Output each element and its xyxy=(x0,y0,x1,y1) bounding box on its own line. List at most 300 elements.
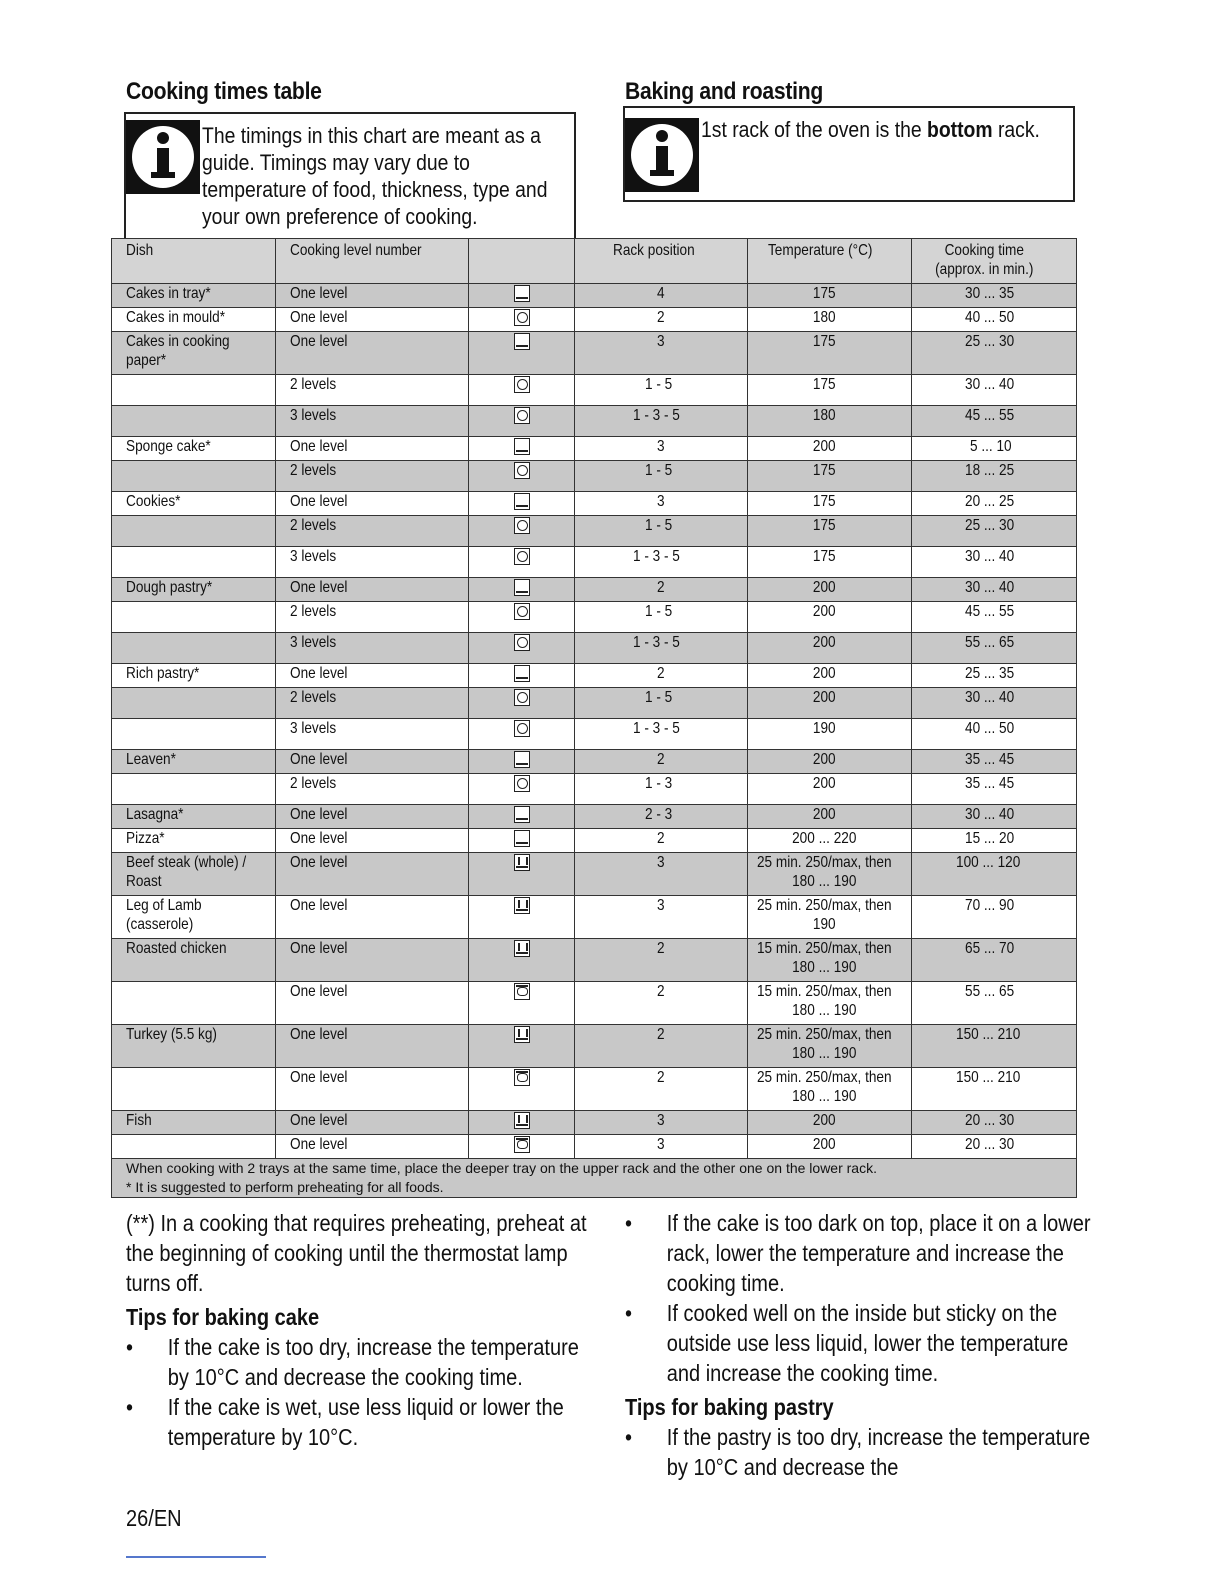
cell-level xyxy=(276,461,469,492)
cell-temperature-text: 200 xyxy=(812,1112,836,1129)
footnote-two-trays: When cooking with 2 trays at the same time, place the deeper tray on the upper rack and the other one on the lower rack. xyxy=(126,1160,877,1176)
cell-rack xyxy=(575,602,748,633)
cell-rack xyxy=(575,982,748,1025)
cell-rack-text: 2 xyxy=(656,1069,665,1086)
cell-level xyxy=(276,1025,469,1068)
cell-cooking-time-text: 150 ... 210 xyxy=(956,1026,1021,1043)
cell-cooking-time-text: 70 ... 90 xyxy=(965,897,1015,914)
cell-icon xyxy=(469,633,575,664)
cell-level xyxy=(276,406,469,437)
cell-dish xyxy=(112,578,276,602)
cell-temperature-text: 200 xyxy=(812,1136,836,1153)
cell-rack xyxy=(575,284,748,308)
cell-level-text: One level xyxy=(290,309,348,326)
cell-cooking-time-text: 40 ... 50 xyxy=(965,309,1015,326)
fan-grill-icon xyxy=(514,1069,530,1086)
cell-dish-text: Cookies* xyxy=(126,493,181,510)
cell-dish xyxy=(112,308,276,332)
cooking-times-table xyxy=(111,238,1077,1198)
cell-temperature xyxy=(748,774,912,805)
cell-rack-text: 1 - 3 - 5 xyxy=(633,720,681,737)
fan-heating-icon xyxy=(514,720,530,737)
fan-heating-icon xyxy=(514,548,530,565)
cell-cooking-time xyxy=(912,896,1077,939)
cell-temperature xyxy=(748,547,912,578)
cell-level-text: One level xyxy=(290,830,348,847)
cell-dish xyxy=(112,939,276,982)
cell-level xyxy=(276,688,469,719)
cell-icon xyxy=(469,719,575,750)
cell-cooking-time-text: 45 ... 55 xyxy=(965,407,1015,424)
fan-heating-icon xyxy=(514,775,530,792)
cell-level xyxy=(276,750,469,774)
cell-cooking-time xyxy=(912,633,1077,664)
cell-rack-text: 2 - 3 xyxy=(644,806,673,823)
cell-temperature-text: 200 xyxy=(812,775,836,792)
table-row xyxy=(112,805,1077,829)
cell-rack-text: 3 xyxy=(656,1136,665,1153)
cell-rack-text: 3 xyxy=(656,333,665,350)
cell-icon xyxy=(469,805,575,829)
cell-cooking-time xyxy=(912,547,1077,578)
info-icon xyxy=(126,120,200,194)
cell-temperature xyxy=(748,688,912,719)
table-row xyxy=(112,492,1077,516)
cell-temperature-text: 200 xyxy=(812,579,836,596)
cell-temperature xyxy=(748,375,912,406)
table-row xyxy=(112,406,1077,437)
cell-cooking-time xyxy=(912,578,1077,602)
cell-dish-text: Fish xyxy=(126,1112,152,1129)
cell-cooking-time xyxy=(912,284,1077,308)
cell-level xyxy=(276,664,469,688)
cell-rack xyxy=(575,461,748,492)
cell-rack xyxy=(575,547,748,578)
table-header-row xyxy=(112,239,1077,284)
cell-level xyxy=(276,939,469,982)
cell-level-text: One level xyxy=(290,493,348,510)
cell-dish xyxy=(112,284,276,308)
table-row xyxy=(112,547,1077,578)
cell-rack-text: 2 xyxy=(656,983,665,1000)
cell-temperature xyxy=(748,719,912,750)
cell-dish xyxy=(112,406,276,437)
info-icon xyxy=(625,118,699,192)
cell-rack-text: 3 xyxy=(656,438,665,455)
cell-level-text: One level xyxy=(290,1112,348,1129)
top-bottom-heat-icon xyxy=(514,333,530,350)
cell-dish xyxy=(112,719,276,750)
table-row xyxy=(112,461,1077,492)
cell-level xyxy=(276,602,469,633)
cell-level xyxy=(276,1111,469,1135)
cell-temperature-text: 25 min. 250/max, then 180 ... 190 xyxy=(756,1026,892,1062)
cell-icon xyxy=(469,308,575,332)
top-bottom-heat-icon xyxy=(514,438,530,455)
cell-rack-text: 2 xyxy=(656,665,665,682)
cell-cooking-time-text: 65 ... 70 xyxy=(965,940,1015,957)
cell-rack-text: 3 xyxy=(656,897,665,914)
cell-rack xyxy=(575,516,748,547)
cell-rack xyxy=(575,492,748,516)
cell-dish xyxy=(112,805,276,829)
table-row xyxy=(112,750,1077,774)
cell-cooking-time xyxy=(912,829,1077,853)
cell-rack-text: 3 xyxy=(656,854,665,871)
cell-rack-text: 2 xyxy=(656,940,665,957)
cell-icon xyxy=(469,688,575,719)
cell-cooking-time xyxy=(912,437,1077,461)
cell-temperature xyxy=(748,896,912,939)
cell-dish-text: Roasted chicken xyxy=(126,940,227,957)
table-row xyxy=(112,437,1077,461)
cell-level xyxy=(276,375,469,406)
table-row xyxy=(112,578,1077,602)
cake-tip-2: • If the cake is wet, use less liquid or lower the temperature by 10°C. xyxy=(126,1392,596,1452)
fan-heating-icon xyxy=(514,517,530,534)
cell-icon xyxy=(469,547,575,578)
footnote-preheating: * It is suggested to perform preheating for all foods. xyxy=(126,1179,444,1195)
cell-level-text: 2 levels xyxy=(290,775,337,792)
cell-cooking-time xyxy=(912,1111,1077,1135)
table-row xyxy=(112,602,1077,633)
cell-temperature xyxy=(748,1135,912,1159)
cell-dish xyxy=(112,332,276,375)
top-bottom-heat-icon xyxy=(514,285,530,302)
cell-dish xyxy=(112,602,276,633)
cell-cooking-time xyxy=(912,602,1077,633)
fan-heating-icon xyxy=(514,376,530,393)
cell-icon xyxy=(469,939,575,982)
cell-cooking-time xyxy=(912,719,1077,750)
cell-cooking-time-text: 30 ... 35 xyxy=(965,285,1015,302)
cell-cooking-time-text: 40 ... 50 xyxy=(965,720,1015,737)
cell-dish xyxy=(112,982,276,1025)
header-icon xyxy=(469,239,575,284)
cell-cooking-time xyxy=(912,461,1077,492)
cell-rack xyxy=(575,332,748,375)
cell-dish xyxy=(112,853,276,896)
cell-dish-text: Sponge cake* xyxy=(126,438,211,455)
cell-dish xyxy=(112,664,276,688)
cell-cooking-time xyxy=(912,1068,1077,1111)
cell-rack xyxy=(575,939,748,982)
table-row xyxy=(112,1025,1077,1068)
cell-cooking-time xyxy=(912,664,1077,688)
table-row xyxy=(112,1135,1077,1159)
cell-cooking-time-text: 45 ... 55 xyxy=(965,603,1015,620)
cell-level-text: One level xyxy=(290,1136,348,1153)
cell-rack xyxy=(575,1068,748,1111)
cell-dish xyxy=(112,375,276,406)
cell-cooking-time-text: 5 ... 10 xyxy=(969,438,1012,455)
cell-cooking-time-text: 15 ... 20 xyxy=(965,830,1015,847)
cell-temperature xyxy=(748,664,912,688)
fan-heating-icon xyxy=(514,689,530,706)
cell-level-text: 3 levels xyxy=(290,634,337,651)
cell-cooking-time xyxy=(912,939,1077,982)
cell-level-text: One level xyxy=(290,665,348,682)
footer-link-underline xyxy=(126,1556,266,1558)
cell-level-text: One level xyxy=(290,1069,348,1086)
header-cooking-time: Cooking time (approx. in min.) xyxy=(912,239,1077,284)
cell-level xyxy=(276,547,469,578)
cell-rack xyxy=(575,437,748,461)
preheat-note: (**) In a cooking that requires preheating, preheat at the beginning of cooking until the thermostat lamp turns off. xyxy=(126,1210,587,1296)
cell-temperature xyxy=(748,332,912,375)
cell-dish xyxy=(112,437,276,461)
cell-icon xyxy=(469,332,575,375)
cell-level-text: 3 levels xyxy=(290,720,337,737)
cell-level-text: One level xyxy=(290,897,348,914)
grill-icon xyxy=(514,1026,530,1043)
info-text-rack: 1st rack of the oven is the bottom rack. xyxy=(701,117,1040,142)
top-bottom-heat-icon xyxy=(514,751,530,768)
table-row xyxy=(112,688,1077,719)
cell-rack-text: 3 xyxy=(656,493,665,510)
table-footnote xyxy=(112,1159,1077,1198)
cell-cooking-time-text: 18 ... 25 xyxy=(965,462,1015,479)
cell-rack-text: 4 xyxy=(656,285,665,302)
table-row xyxy=(112,896,1077,939)
cell-level xyxy=(276,982,469,1025)
cell-icon xyxy=(469,896,575,939)
cell-icon xyxy=(469,1068,575,1111)
cell-rack-text: 1 - 3 - 5 xyxy=(633,548,681,565)
cell-temperature xyxy=(748,284,912,308)
cell-level-text: One level xyxy=(290,579,348,596)
cell-rack xyxy=(575,774,748,805)
cell-rack-text: 1 - 5 xyxy=(644,603,673,620)
cell-temperature-text: 25 min. 250/max, then 190 xyxy=(756,897,892,933)
cell-cooking-time-text: 30 ... 40 xyxy=(965,376,1015,393)
cell-level xyxy=(276,332,469,375)
cell-cooking-time xyxy=(912,805,1077,829)
cell-cooking-time xyxy=(912,982,1077,1025)
cell-rack xyxy=(575,406,748,437)
cell-rack-text: 2 xyxy=(656,830,665,847)
cell-temperature xyxy=(748,1025,912,1068)
cell-cooking-time-text: 55 ... 65 xyxy=(965,634,1015,651)
cell-dish xyxy=(112,750,276,774)
cell-temperature-text: 175 xyxy=(812,376,836,393)
cell-rack xyxy=(575,719,748,750)
cell-temperature-text: 200 ... 220 xyxy=(792,830,857,847)
right-column xyxy=(625,1208,1095,1482)
cell-cooking-time xyxy=(912,853,1077,896)
cell-level-text: 2 levels xyxy=(290,376,337,393)
cell-level xyxy=(276,437,469,461)
cell-temperature-text: 175 xyxy=(812,462,836,479)
cell-level xyxy=(276,1068,469,1111)
cell-temperature xyxy=(748,1111,912,1135)
header-level: Cooking level number xyxy=(276,239,469,284)
cell-temperature xyxy=(748,939,912,982)
cell-temperature xyxy=(748,982,912,1025)
cell-icon xyxy=(469,982,575,1025)
cell-cooking-time-text: 30 ... 40 xyxy=(965,548,1015,565)
table-row xyxy=(112,982,1077,1025)
cell-temperature-text: 175 xyxy=(812,493,836,510)
cell-cooking-time-text: 100 ... 120 xyxy=(956,854,1021,871)
tips-cake-title: Tips for baking cake xyxy=(126,1304,320,1330)
fan-heating-icon xyxy=(514,634,530,651)
cell-temperature xyxy=(748,437,912,461)
cell-icon xyxy=(469,750,575,774)
cell-cooking-time xyxy=(912,774,1077,805)
cake-tip-1: • If the cake is too dry, increase the temperature by 10°C and decrease the cooking time. xyxy=(126,1332,596,1392)
cell-temperature xyxy=(748,516,912,547)
cell-level-text: One level xyxy=(290,1026,348,1043)
cell-rack-text: 1 - 5 xyxy=(644,376,673,393)
cell-dish-text: Beef steak (whole) / Roast xyxy=(126,854,247,890)
table-row xyxy=(112,284,1077,308)
cell-icon xyxy=(469,578,575,602)
cell-temperature-text: 200 xyxy=(812,634,836,651)
table-row xyxy=(112,719,1077,750)
top-bottom-heat-icon xyxy=(514,665,530,682)
cell-dish xyxy=(112,1025,276,1068)
cell-level xyxy=(276,719,469,750)
grill-icon xyxy=(514,897,530,914)
cell-temperature xyxy=(748,633,912,664)
cell-icon xyxy=(469,829,575,853)
info-text-timings: The timings in this chart are meant as a guide. Timings may vary due to temperature of food, thickness, type and your own preference of cooking. xyxy=(202,123,548,229)
cell-temperature xyxy=(748,829,912,853)
fan-heating-icon xyxy=(514,462,530,479)
cell-rack-text: 1 - 3 - 5 xyxy=(633,634,681,651)
cell-temperature-text: 175 xyxy=(812,517,836,534)
cell-cooking-time xyxy=(912,516,1077,547)
cell-cooking-time xyxy=(912,406,1077,437)
cell-level-text: One level xyxy=(290,854,348,871)
table-row xyxy=(112,332,1077,375)
cell-icon xyxy=(469,406,575,437)
cell-temperature-text: 25 min. 250/max, then 180 ... 190 xyxy=(756,854,892,890)
cell-temperature-text: 200 xyxy=(812,751,836,768)
cell-level xyxy=(276,516,469,547)
cell-rack-text: 3 xyxy=(656,1112,665,1129)
cell-rack-text: 2 xyxy=(656,751,665,768)
cell-dish xyxy=(112,774,276,805)
cell-icon xyxy=(469,437,575,461)
fan-heating-icon xyxy=(514,603,530,620)
cell-dish xyxy=(112,633,276,664)
table-row xyxy=(112,1068,1077,1111)
cell-rack xyxy=(575,1135,748,1159)
fan-heating-icon xyxy=(514,407,530,424)
info-box-rack xyxy=(623,106,1075,202)
cell-rack xyxy=(575,750,748,774)
cell-level xyxy=(276,578,469,602)
cell-temperature xyxy=(748,308,912,332)
cell-cooking-time-text: 20 ... 30 xyxy=(965,1112,1015,1129)
cell-rack-text: 2 xyxy=(656,1026,665,1043)
cell-level xyxy=(276,492,469,516)
cell-rack xyxy=(575,688,748,719)
cell-dish-text: Rich pastry* xyxy=(126,665,200,682)
cell-level xyxy=(276,308,469,332)
baking-roasting-heading: Baking and roasting xyxy=(625,78,823,105)
cell-icon xyxy=(469,461,575,492)
cell-cooking-time-text: 25 ... 30 xyxy=(965,333,1015,350)
cell-rack-text: 1 - 5 xyxy=(644,462,673,479)
cell-temperature-text: 180 xyxy=(812,309,836,326)
cell-temperature-text: 200 xyxy=(812,438,836,455)
cell-dish-text: Dough pastry* xyxy=(126,579,213,596)
cell-dish-text: Turkey (5.5 kg) xyxy=(126,1026,217,1043)
cell-cooking-time xyxy=(912,492,1077,516)
cell-temperature-text: 190 xyxy=(812,720,836,737)
left-column xyxy=(126,1208,596,1452)
cell-cooking-time-text: 20 ... 25 xyxy=(965,493,1015,510)
cell-icon xyxy=(469,602,575,633)
cell-temperature-text: 175 xyxy=(812,285,836,302)
cell-rack-text: 1 - 5 xyxy=(644,689,673,706)
pastry-tip-1: • If the pastry is too dry, increase the temperature by 10°C and decrease the xyxy=(625,1422,1095,1482)
cell-temperature xyxy=(748,492,912,516)
cell-cooking-time-text: 35 ... 45 xyxy=(965,775,1015,792)
cell-level xyxy=(276,805,469,829)
cell-rack xyxy=(575,308,748,332)
cell-icon xyxy=(469,1025,575,1068)
cell-rack xyxy=(575,896,748,939)
cell-level xyxy=(276,829,469,853)
cell-icon xyxy=(469,492,575,516)
cell-dish-text: Lasagna* xyxy=(126,806,184,823)
cell-temperature xyxy=(748,1068,912,1111)
table-row xyxy=(112,1111,1077,1135)
table-row xyxy=(112,308,1077,332)
grill-icon xyxy=(514,854,530,871)
cell-level xyxy=(276,853,469,896)
cell-rack xyxy=(575,1111,748,1135)
cell-rack-text: 1 - 3 xyxy=(644,775,673,792)
cell-cooking-time xyxy=(912,375,1077,406)
cell-level-text: 2 levels xyxy=(290,517,337,534)
cell-dish-text: Cakes in cooking paper* xyxy=(126,333,230,369)
cell-dish xyxy=(112,896,276,939)
tips-pastry-title: Tips for baking pastry xyxy=(625,1394,834,1420)
top-bottom-heat-icon xyxy=(514,579,530,596)
cell-rack xyxy=(575,829,748,853)
cell-cooking-time-text: 25 ... 35 xyxy=(965,665,1015,682)
cell-rack xyxy=(575,375,748,406)
cell-dish xyxy=(112,547,276,578)
cell-level xyxy=(276,633,469,664)
cell-rack xyxy=(575,853,748,896)
cell-dish xyxy=(112,1068,276,1111)
cell-level-text: One level xyxy=(290,940,348,957)
cell-temperature xyxy=(748,602,912,633)
cell-temperature-text: 180 xyxy=(812,407,836,424)
cell-icon xyxy=(469,284,575,308)
cell-icon xyxy=(469,853,575,896)
cell-icon xyxy=(469,774,575,805)
top-bottom-heat-icon xyxy=(514,806,530,823)
table-row xyxy=(112,664,1077,688)
table-row xyxy=(112,939,1077,982)
cell-dish-text: Cakes in tray* xyxy=(126,285,211,302)
fan-grill-icon xyxy=(514,983,530,1000)
cell-cooking-time-text: 30 ... 40 xyxy=(965,689,1015,706)
table-row xyxy=(112,516,1077,547)
cell-cooking-time xyxy=(912,308,1077,332)
cell-icon xyxy=(469,1111,575,1135)
cell-cooking-time-text: 30 ... 40 xyxy=(965,579,1015,596)
cell-level xyxy=(276,1135,469,1159)
header-rack: Rack position xyxy=(575,239,748,284)
